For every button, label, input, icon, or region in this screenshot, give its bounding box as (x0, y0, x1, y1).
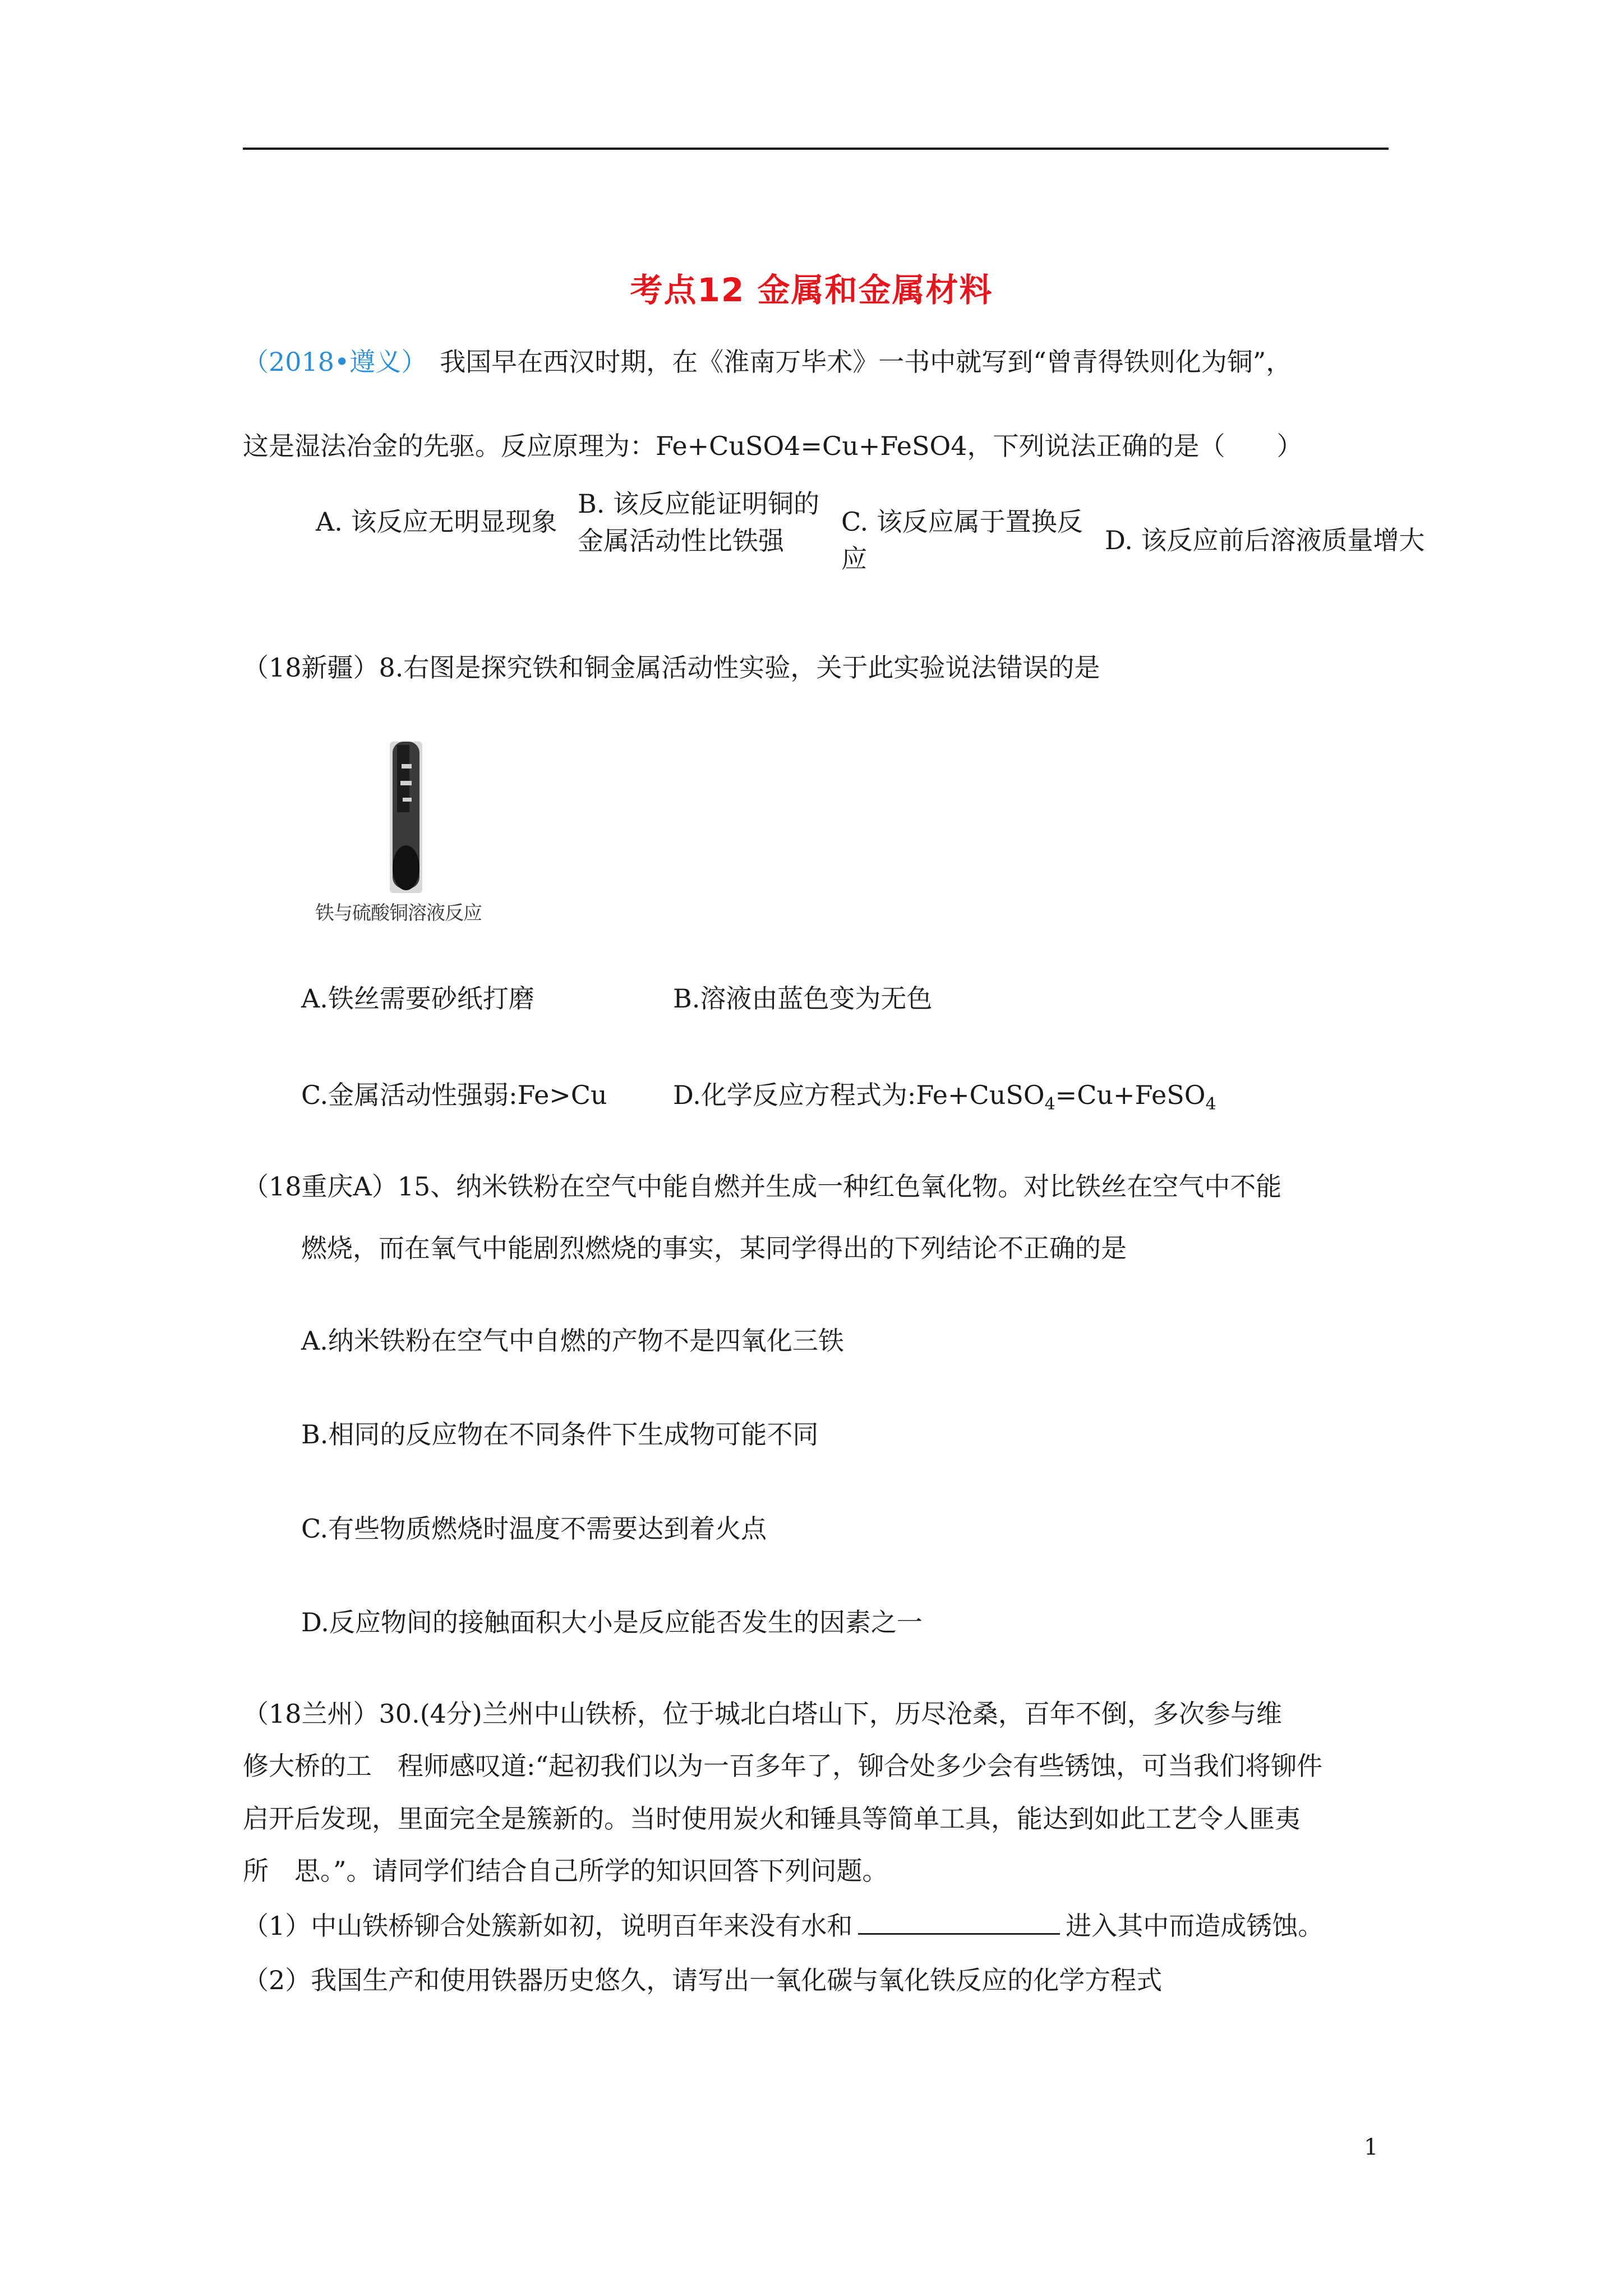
image-caption: 铁与硫酸铜溶液反应 (315, 902, 482, 924)
q4-line2: 修大桥的工 程师感叹道:“起初我们以为一百多年了，铆合处多少会有些锈蚀，可当我们将铆件 (243, 1751, 1323, 1781)
q1-option-d: D. 该反应前后溶液质量增大 (1105, 525, 1425, 555)
q1-option-b: B. 该反应能证明铜的金属活动性比铁强 (578, 489, 820, 556)
q4-sub2: （2）我国生产和使用铁器历史悠久，请写出一氧化碳与氧化铁反应的化学方程式 (243, 1965, 1163, 1995)
q3-option-a: A.纳米铁粉在空气中自燃的产物不是四氧化三铁 (301, 1326, 844, 1356)
header-rule (243, 148, 1389, 150)
q2-option-b: B.溶液由蓝色变为无色 (673, 983, 933, 1014)
q4-sub1: （1）中山铁桥铆合处簇新如初，说明百年来没有水和 进入其中而造成锈蚀。 (243, 1907, 1324, 1943)
q4-line3: 启开后发现，里面完全是簇新的。当时使用炭火和锤具等简单工具，能达到如此工艺令人匪夷 (243, 1803, 1301, 1834)
q3-option-b: B.相同的反应物在不同条件下生成物可能不同 (301, 1419, 819, 1450)
q3-option-d: D.反应物间的接触面积大小是反应能否发生的因素之一 (301, 1607, 923, 1637)
q4-line4: 所 思。”。请同学们结合自己所学的知识回答下列问题。 (243, 1856, 888, 1886)
page-number: 1 (1364, 2134, 1378, 2160)
q2-option-c: C.金属活动性强弱:Fe>Cu (301, 1080, 607, 1110)
q1-text-line2: 这是湿法冶金的先驱。反应原理为：Fe+CuSO4=Cu+FeSO4，下列说法正确的是（ ） (243, 431, 1303, 461)
q1-line1 (243, 345, 1292, 379)
q2-option-a: A.铁丝需要砂纸打磨 (301, 983, 534, 1014)
page-title: 考点12 金属和金属材料 (630, 271, 993, 309)
q1-text-line1: 我国早在西汉时期，在《淮南万毕术》一书中就写到“曾青得铁则化为铜”， (440, 347, 1292, 377)
q2-stem: （18新疆）8.右图是探究铁和铜金属活动性实验，关于此实验说法错误的是 (243, 652, 1100, 683)
q3-option-c: C.有些物质燃烧时温度不需要达到着火点 (301, 1513, 767, 1544)
q1-option-c: C. 该反应属于置换反应 (841, 507, 1083, 574)
answer-blank[interactable] (858, 1907, 1060, 1935)
q2-option-d: D.化学反应方程式为:Fe+CuSO$_4$=Cu+FeSO$_4$ (673, 1080, 1216, 1115)
q3-stem-line2: 燃烧，而在氧气中能剧烈燃烧的事实，某同学得出的下列结论不正确的是 (301, 1233, 1127, 1263)
q3-stem-line1: （18重庆A）15、纳米铁粉在空气中能自燃并生成一种红色氧化物。对比铁丝在空气中不能 (243, 1171, 1282, 1202)
q1-source: （2018•遵义） (243, 347, 427, 377)
q4-line1: （18兰州）30.(4分)兰州中山铁桥，位于城北白塔山下，历尽沧桑，百年不倒，多次参与维 (243, 1699, 1282, 1729)
q1-option-a: A. 该反应无明显现象 (316, 507, 557, 537)
